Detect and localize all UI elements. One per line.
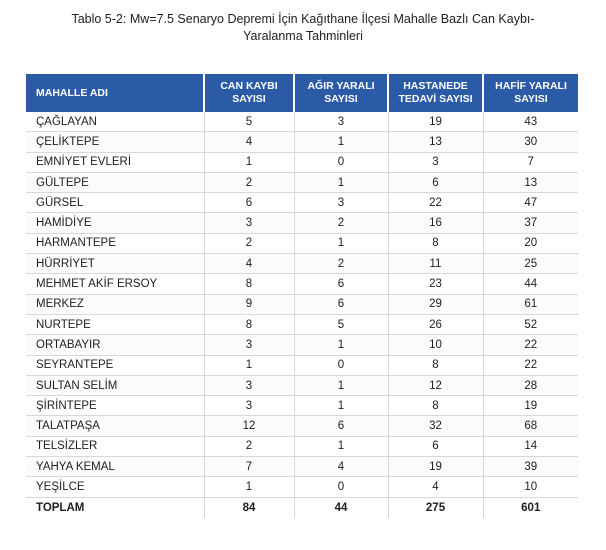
agir-yarali-cell: 2 <box>294 213 388 233</box>
table-row <box>26 274 578 294</box>
mahalle-name-cell: ÇELİKTEPE <box>26 132 204 152</box>
table-row <box>26 416 578 436</box>
mahalle-name-cell: MERKEZ <box>26 294 204 314</box>
mahalle-name-cell: HAMİDİYE <box>26 213 204 233</box>
can-kaybi-cell: 2 <box>204 172 294 192</box>
can-kaybi-cell: 3 <box>204 396 294 416</box>
caption-line-2: Yaralanma Tahminleri <box>243 29 363 43</box>
hastanede-tedavi-cell: 11 <box>388 254 483 274</box>
header-hafif-yarali-line: SAYISI <box>514 93 548 105</box>
hafif-yarali-cell: 22 <box>483 355 578 375</box>
mahalle-name-cell: EMNİYET EVLERİ <box>26 152 204 172</box>
header-row <box>26 74 578 112</box>
table-row <box>26 112 578 132</box>
caption-line-1: Tablo 5-2: Mw=7.5 Senaryo Depremi İçin Kağıthane İlçesi Mahalle Bazlı Can Kaybı- <box>71 12 535 26</box>
agir-yarali-cell: 2 <box>294 254 388 274</box>
can-kaybi-cell: 2 <box>204 233 294 253</box>
can-kaybi-cell: 8 <box>204 314 294 334</box>
hafif-yarali-cell: 37 <box>483 213 578 233</box>
hastanede-tedavi-cell: 16 <box>388 213 483 233</box>
hastanede-tedavi-cell: 29 <box>388 294 483 314</box>
header-agir-yarali-line: SAYISI <box>324 93 358 105</box>
total-agir-yarali-cell: 44 <box>294 497 388 518</box>
can-kaybi-cell: 1 <box>204 477 294 497</box>
hastanede-tedavi-cell: 3 <box>388 152 483 172</box>
header-hastanede-tedavi-line: TEDAVİ SAYISI <box>398 93 473 105</box>
table-row <box>26 233 578 253</box>
mahalle-name-cell: YAHYA KEMAL <box>26 457 204 477</box>
agir-yarali-cell: 6 <box>294 274 388 294</box>
can-kaybi-cell: 3 <box>204 213 294 233</box>
total-row <box>26 497 578 518</box>
hafif-yarali-cell: 43 <box>483 112 578 132</box>
table-body <box>26 112 578 497</box>
table-header <box>26 74 578 112</box>
can-kaybi-cell: 12 <box>204 416 294 436</box>
agir-yarali-cell: 1 <box>294 172 388 192</box>
table-row <box>26 314 578 334</box>
mahalle-name-cell: HARMANTEPE <box>26 233 204 253</box>
hastanede-tedavi-cell: 8 <box>388 355 483 375</box>
casualty-estimates-table <box>26 74 578 518</box>
header-can-kaybi <box>204 74 294 112</box>
agir-yarali-cell: 1 <box>294 233 388 253</box>
table-row <box>26 477 578 497</box>
can-kaybi-cell: 6 <box>204 193 294 213</box>
mahalle-name-cell: GÜLTEPE <box>26 172 204 192</box>
agir-yarali-cell: 5 <box>294 314 388 334</box>
hastanede-tedavi-cell: 26 <box>388 314 483 334</box>
table-row <box>26 375 578 395</box>
hafif-yarali-cell: 20 <box>483 233 578 253</box>
hafif-yarali-cell: 25 <box>483 254 578 274</box>
header-can-kaybi-line: SAYISI <box>232 93 266 105</box>
hafif-yarali-cell: 68 <box>483 416 578 436</box>
table-row <box>26 396 578 416</box>
hastanede-tedavi-cell: 8 <box>388 396 483 416</box>
mahalle-name-cell: GÜRSEL <box>26 193 204 213</box>
hafif-yarali-cell: 10 <box>483 477 578 497</box>
mahalle-name-cell: HÜRRİYET <box>26 254 204 274</box>
hafif-yarali-cell: 14 <box>483 436 578 456</box>
header-mahalle-adi-line: MAHALLE ADI <box>36 86 108 99</box>
hafif-yarali-cell: 47 <box>483 193 578 213</box>
hastanede-tedavi-cell: 13 <box>388 132 483 152</box>
mahalle-name-cell: NURTEPE <box>26 314 204 334</box>
header-hastanede-tedavi <box>388 74 483 112</box>
hafif-yarali-cell: 19 <box>483 396 578 416</box>
hastanede-tedavi-cell: 6 <box>388 172 483 192</box>
header-agir-yarali-line: AĞIR YARALI <box>307 80 375 92</box>
hastanede-tedavi-cell: 23 <box>388 274 483 294</box>
agir-yarali-cell: 1 <box>294 375 388 395</box>
hafif-yarali-cell: 22 <box>483 335 578 355</box>
can-kaybi-cell: 8 <box>204 274 294 294</box>
can-kaybi-cell: 5 <box>204 112 294 132</box>
hafif-yarali-cell: 39 <box>483 457 578 477</box>
agir-yarali-cell: 0 <box>294 355 388 375</box>
mahalle-name-cell: TALATPAŞA <box>26 416 204 436</box>
table-row <box>26 152 578 172</box>
hastanede-tedavi-cell: 32 <box>388 416 483 436</box>
table-row <box>26 132 578 152</box>
agir-yarali-cell: 1 <box>294 335 388 355</box>
table-row <box>26 254 578 274</box>
hastanede-tedavi-cell: 6 <box>388 436 483 456</box>
total-label-cell: TOPLAM <box>26 497 204 518</box>
hafif-yarali-cell: 13 <box>483 172 578 192</box>
header-agir-yarali <box>294 74 388 112</box>
hafif-yarali-cell: 7 <box>483 152 578 172</box>
mahalle-name-cell: ŞİRİNTEPE <box>26 396 204 416</box>
agir-yarali-cell: 6 <box>294 294 388 314</box>
total-hafif-yarali-cell: 601 <box>483 497 578 518</box>
agir-yarali-cell: 1 <box>294 132 388 152</box>
hafif-yarali-cell: 30 <box>483 132 578 152</box>
can-kaybi-cell: 7 <box>204 457 294 477</box>
agir-yarali-cell: 4 <box>294 457 388 477</box>
agir-yarali-cell: 0 <box>294 477 388 497</box>
header-hafif-yarali <box>483 74 578 112</box>
table-row <box>26 213 578 233</box>
table-row <box>26 294 578 314</box>
can-kaybi-cell: 4 <box>204 132 294 152</box>
header-can-kaybi-line: CAN KAYBI <box>220 80 278 92</box>
table-footer <box>26 497 578 518</box>
table-row <box>26 193 578 213</box>
hastanede-tedavi-cell: 19 <box>388 457 483 477</box>
hastanede-tedavi-cell: 10 <box>388 335 483 355</box>
table-row <box>26 335 578 355</box>
header-hafif-yarali-line: HAFİF YARALI <box>495 80 567 92</box>
can-kaybi-cell: 1 <box>204 152 294 172</box>
hastanede-tedavi-cell: 4 <box>388 477 483 497</box>
mahalle-name-cell: TELSİZLER <box>26 436 204 456</box>
can-kaybi-cell: 2 <box>204 436 294 456</box>
table-row <box>26 436 578 456</box>
table-row <box>26 172 578 192</box>
mahalle-name-cell: SEYRANTEPE <box>26 355 204 375</box>
can-kaybi-cell: 3 <box>204 335 294 355</box>
header-mahalle-adi <box>26 74 204 112</box>
agir-yarali-cell: 6 <box>294 416 388 436</box>
mahalle-name-cell: ÇAĞLAYAN <box>26 112 204 132</box>
agir-yarali-cell: 1 <box>294 436 388 456</box>
agir-yarali-cell: 1 <box>294 396 388 416</box>
mahalle-name-cell: SULTAN SELİM <box>26 375 204 395</box>
table-caption <box>20 11 586 45</box>
hafif-yarali-cell: 44 <box>483 274 578 294</box>
can-kaybi-cell: 9 <box>204 294 294 314</box>
can-kaybi-cell: 3 <box>204 375 294 395</box>
can-kaybi-cell: 1 <box>204 355 294 375</box>
can-kaybi-cell: 4 <box>204 254 294 274</box>
hafif-yarali-cell: 61 <box>483 294 578 314</box>
hastanede-tedavi-cell: 19 <box>388 112 483 132</box>
mahalle-name-cell: YEŞİLCE <box>26 477 204 497</box>
mahalle-name-cell: MEHMET AKİF ERSOY <box>26 274 204 294</box>
hafif-yarali-cell: 52 <box>483 314 578 334</box>
hastanede-tedavi-cell: 22 <box>388 193 483 213</box>
agir-yarali-cell: 3 <box>294 193 388 213</box>
table-row <box>26 355 578 375</box>
total-hastanede-tedavi-cell: 275 <box>388 497 483 518</box>
table-row <box>26 457 578 477</box>
header-hastanede-tedavi-line: HASTANEDE <box>403 80 468 92</box>
hastanede-tedavi-cell: 8 <box>388 233 483 253</box>
agir-yarali-cell: 0 <box>294 152 388 172</box>
mahalle-name-cell: ORTABAYIR <box>26 335 204 355</box>
hafif-yarali-cell: 28 <box>483 375 578 395</box>
hastanede-tedavi-cell: 12 <box>388 375 483 395</box>
total-can-kaybi-cell: 84 <box>204 497 294 518</box>
agir-yarali-cell: 3 <box>294 112 388 132</box>
